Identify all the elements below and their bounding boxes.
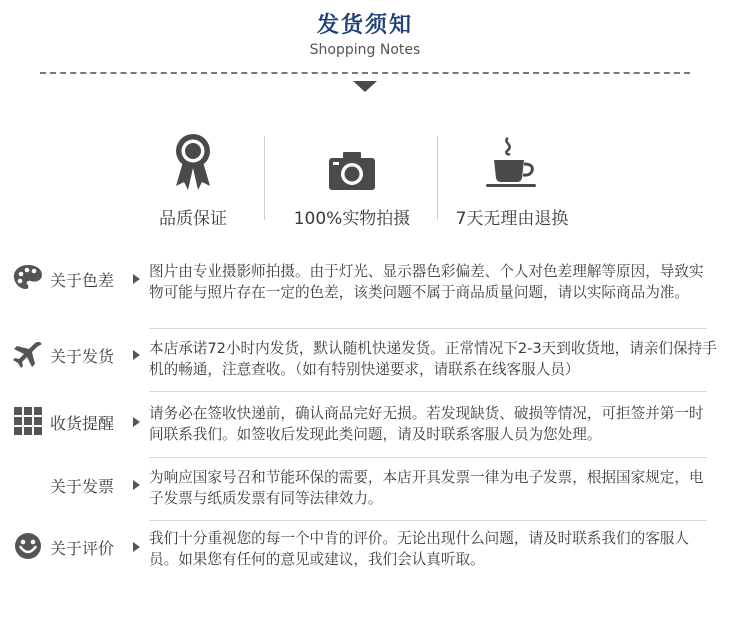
note-label: 关于评价	[50, 539, 115, 558]
note-text: 请务必在签收快递前，确认商品完好无损。若发现缺货、破损等情况，可拒签并第一时间联系我们。如签收后发现此类问题，请及时联系客服人员为您处理。	[149, 405, 704, 443]
row-divider	[149, 457, 707, 458]
arrow-right-icon	[133, 417, 140, 427]
palette-icon	[12, 262, 44, 294]
feature-return	[427, 130, 597, 229]
feature-divider	[264, 136, 265, 220]
coffee-cup-icon	[484, 136, 540, 192]
arrow-right-icon	[133, 274, 140, 284]
camera-icon	[327, 152, 377, 192]
note-text: 为响应国家号召和节能环保的需要，本店开具发票一律为电子发票，根据国家规定，电子发票与纸质发票有同等法律效力。	[149, 469, 704, 507]
page-title: 发货须知	[316, 13, 413, 38]
down-triangle-icon	[353, 81, 377, 92]
arrow-right-icon	[133, 350, 140, 360]
note-label: 收货提醒	[50, 414, 115, 433]
feature-quality	[108, 130, 278, 229]
note-label: 关于发货	[50, 347, 115, 366]
dashed-divider	[40, 72, 690, 74]
feature-label: 100%实物拍摄	[293, 209, 411, 229]
note-text: 本店承诺72小时内发货，默认随机快递发货。正常情况下2-3天到收货地，请亲们保持手机的畅通，注意查收。（如有特别快递要求，请联系在线客服人员）	[149, 340, 717, 378]
smiley-icon	[12, 530, 44, 562]
note-text: 我们十分重视您的每一个中肯的评价。无论出现什么问题，请及时联系我们的客服人员。如果您有任何的意见或建议，我们会认真听取。	[149, 530, 689, 568]
feature-real-photos	[267, 130, 437, 229]
note-text: 图片由专业摄影师拍摄。由于灯光、显示器色彩偏差、个人对色差理解等原因，导致实物可能与照片存在一定的色差，该类问题不属于商品质量问题，请以实际商品为准。	[149, 263, 704, 301]
grid-icon	[12, 405, 44, 437]
row-divider	[149, 391, 707, 392]
award-ribbon-icon	[173, 132, 213, 192]
row-divider	[149, 328, 707, 329]
arrow-right-icon	[133, 542, 140, 552]
note-label: 关于发票	[50, 477, 115, 496]
arrow-right-icon	[133, 480, 140, 490]
feature-label: 品质保证	[159, 209, 227, 229]
feature-label: 7天无理由退换	[455, 209, 569, 229]
airplane-icon	[12, 340, 44, 372]
page-subtitle: Shopping Notes	[309, 42, 421, 58]
row-divider	[149, 520, 707, 521]
note-label: 关于色差	[50, 271, 115, 290]
